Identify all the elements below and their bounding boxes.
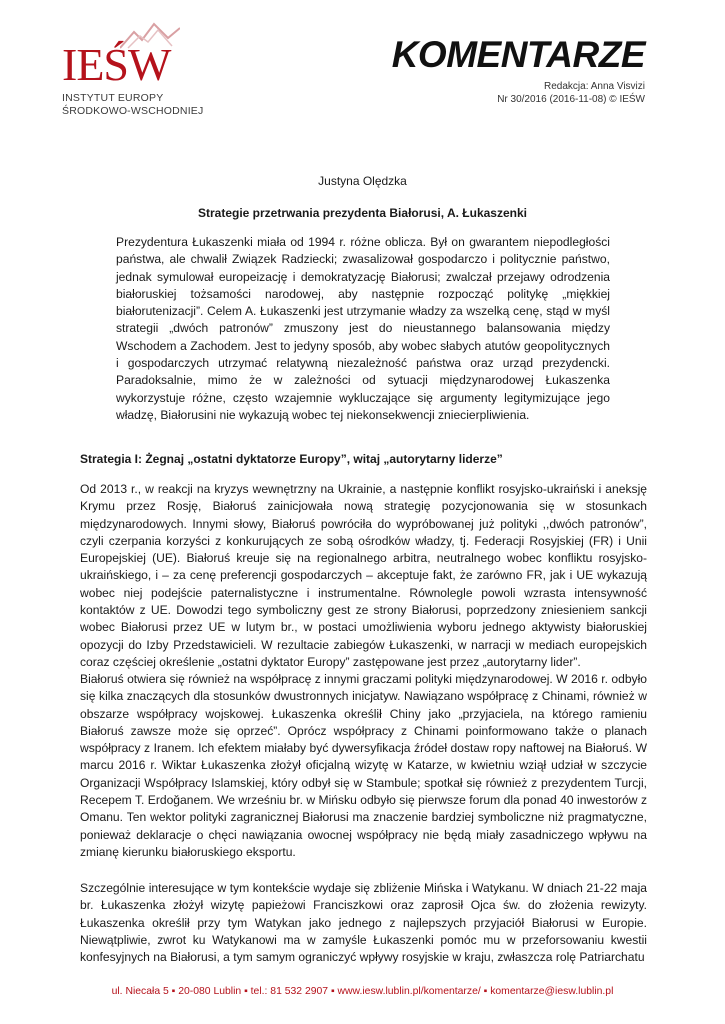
paragraph-text: Od 2013 r., w reakcji na kryzys wewnętrzny na Ukrainie, a następnie konflikt rosyjsko-ukraiński i aneksję Krymu przez Rosję, Białoruś zainicjowała nową strategię pozycjonowania się w stosunkach międzynarodowych. Innymi słowy, Białoruś powróciła do wypróbowanej już polityki ,,dwóch patronów”, czyli czerpania korzyści z konkurujących ze sobą ośrodków władzy, tj. Federacji Rosyjskiej (FR) i Unii Europejskiej (UE). Białoruś kreuje się na regionalnego arbitra, neutralnego wobec konfliktu rosyjsko-ukraińskiego, i – za cenę preferencji gospodarczych – akceptuje fakt, że zarówno FR, jak i UE wykazują wobec niej podejście paternalistyczne i instrumentalne. Równolegle powoli wzrasta intensywność kontaktów z UE. Dowodzi tego symboliczny gest ze strony Białorusi, poprzedzony zniesieniem sankcji wobec Białorusi przez UE w lutym br., w postaci umożliwienia wyboru jednego aktywisty białoruskiej opozycji do Izby Przedstawicieli. W rezultacie zabiegów Łukaszenki, w narracji w mediach europejskich coraz częściej określenie „ostatni dyktator Europy” zastępowane jest przez „autorytarny lider”. [80,482,647,669]
article-lead: Prezydentura Łukaszenki miała od 1994 r. różne oblicza. Był on gwarantem niepodległości państwa, ale chwalił Związek Radziecki; zwasalizował gospodarczo i politycznie państwo, jednak symulował europeizację i demokratyzację Białorusi; zwalczał przejawy odrodzenia białoruskiej tożsamości narodowej, aby następnie rozpocząć politykę „miękkiej białorutenizacji”. Celem A. Łukaszenki jest utrzymanie władzy za wszelką cenę, stąd w myśl strategii „dwóch patronów” zmuszony jest do nieustannego balansowania między Wschodem a Zachodem. Jest to jedyny sposób, aby wobec słabych atutów geopolitycznych i gospodarczych utrzymać relatywną niezależność państwa oraz urząd prezydencki. Paradoksalnie, mimo że w zależności od sytuacji międzynarodowej Łukaszenka wykorzystuje różne, często wzajemnie wykluczające się argumenty legitymizujące jego władzę, Białorusini nie wykazują wobec tej niekonsekwencji zniecierpliwienia. [116,235,610,422]
article-title: Strategie przetrwania prezydenta Białorusi, A. Łukaszenki [198,206,527,220]
article-author: Justyna Olędzka [318,174,407,188]
page-footer: ul. Niecała 5 ▪ 20-080 Lublin ▪ tel.: 81 532 2907 ▪ www.iesw.lublin.pl/komentarze/ ▪ komentarze@iesw.lublin.pl [111,986,614,997]
paragraph-text: Szczególnie interesujące w tym kontekście wydaje się zbliżenie Mińska i Watykanu. W dniach 21-22 maja br. Łukaszenka złożył wizytę papieżowi Franciszkowi oraz zaprosił Ojca św. do złożenia rewizyty. Łukaszenka określił przy tym Watykan jako jednego z najlepszych przyjaciół Białorusi w Europie. Niewątpliwie, zwrot ku Watykanowi ma w zamyśle Łukaszenki pomóc mu w przeforsowaniu kwestii konfesyjnych na Białorusi, a tym samym ograniczyć wpływy rosyjskie w kraju, zwłaszcza rolę Patriarchatu [80,881,647,965]
logo-line-2: ŚRODKOWO-WSCHODNIEJ [62,105,204,117]
section-heading: Strategia I: Żegnaj „ostatni dyktatorze Europy”, witaj „autorytarny liderze” [80,452,503,466]
issue-line: Nr 30/2016 (2016-11-08) © IEŚW [497,94,645,105]
body-paragraph [80,481,647,671]
body-paragraph [80,671,647,861]
logo-line-1: INSTYTUT EUROPY [62,92,164,104]
logo-mark: IEŚW [62,39,171,90]
editor-line: Redakcja: Anna Visvizi [544,81,645,92]
body-paragraph [80,880,647,997]
paragraph-text: Białoruś otwiera się również na współpracę z innymi graczami polityki międzynarodowej. W 2016 r. odbyło się kilka znaczących dla stosunków dwustronnych inicjatyw. Nawiązano współpracę z Chinami, również w obszarze współpracy wojskowej. Łukaszenka określił Chiny jako „przyjaciela, na którego ramieniu Białoruś zawsze może się oprzeć”. Oprócz współpracy z Chinami poinformowano także o planach współpracy z Iranem. Ich efektem miałaby być dywersyfikacja źródeł dostaw ropy naftowej na Białoruś. W marcu 2016 r. Wiktar Łukaszenka złożył oficjalną wizytę w Katarze, w kwietniu wziął udział w szczycie Organizacji Współpracy Islamskiej, który odbył się w Stambule; spotkał się również z prezydentem Turcji, Recepem T. Erdoğanem. We wrześniu br. w Mińsku odbyło się pierwsze forum dla ponad 40 inwestorów z Omanu. Ten wektor polityki zagranicznej Białorusi ma znaczenie bardziej symboliczne niż pragmatyczne, ponieważ deklaracje o chęci nawiązania owocnej współpracy nie będą miały zasadniczego wpływu na zmianę kierunku białoruskiego eksportu. [80,672,647,859]
publication-title: KOMENTARZE [391,34,645,75]
iesw-logo [62,20,232,115]
